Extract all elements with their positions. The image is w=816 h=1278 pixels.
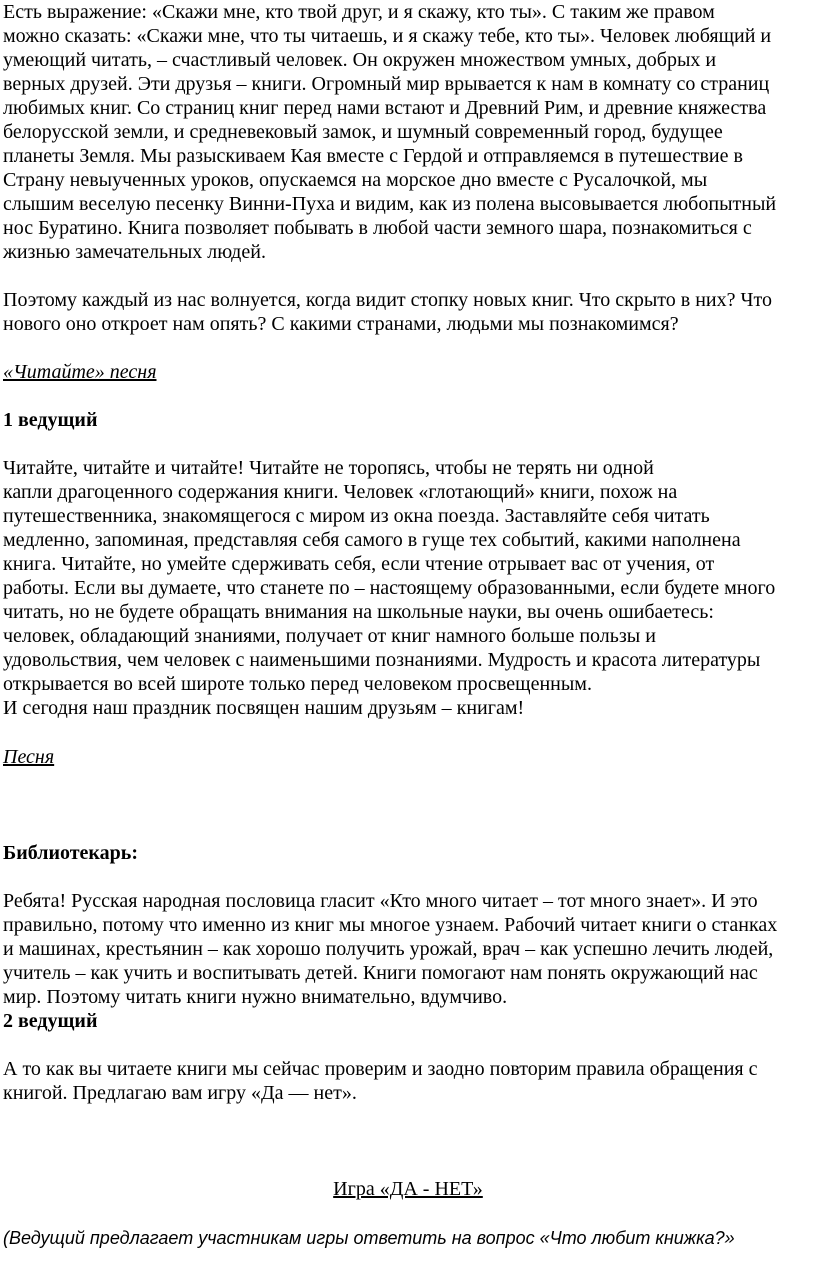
speaker-heading-3: 2 ведущий — [3, 1010, 98, 1032]
paragraph-4-line: учитель – как учить и воспитывать детей. Книги помогают нам понять окружающий нас — [3, 962, 758, 984]
paragraph-3 — [3, 456, 813, 720]
paragraph-2-line: нового оно откроет нам опять? С какими странами, людьми мы познакомимся? — [3, 313, 679, 335]
paragraph-3-line: капли драгоценного содержания книги. Человек «глотающий» книги, похож на — [3, 481, 678, 503]
paragraph-4-line: Ребята! Русская народная пословица гласит «Кто много читает – тот много знает». И это — [3, 890, 758, 912]
paragraph-3-line: человек, обладающий знаниями, получает от книг намного больше пользы и — [3, 625, 656, 647]
song-heading-1: «Читайте» песня — [3, 361, 157, 383]
intro-line: белорусской земли, и средневековый замок, и шумный современный город, будущее — [3, 121, 723, 143]
paragraph-3-line: открывается во всей широте только перед человеком просвещенным. — [3, 673, 592, 695]
paragraph-3-line: И сегодня наш праздник посвящен нашим друзьям – книгам! — [3, 697, 525, 719]
intro-line: планеты Земля. Мы разыскиваем Кая вместе с Гердой и отправляемся в путешествие в — [3, 145, 743, 167]
paragraph-4-line: правильно, потому что именно из книг мы многое узнаем. Рабочий читает книги о станках — [3, 914, 778, 936]
intro-line: Есть выражение: «Скажи мне, кто твой друг, и я скажу, кто ты». С таким же правом — [3, 1, 715, 23]
paragraph-5 — [3, 1057, 813, 1105]
intro-line: верных друзей. Эти друзья – книги. Огромный мир врывается к нам в комнату со страниц — [3, 73, 770, 95]
paragraph-5-line: А то как вы читаете книги мы сейчас проверим и заодно повторим правила обращения с — [3, 1058, 758, 1080]
intro-line: нос Буратино. Книга позволяет побывать в любой части земного шара, познакомиться с — [3, 217, 752, 239]
speaker-heading-2: Библиотекарь: — [3, 842, 139, 864]
paragraph-3-line: работы. Если вы думаете, что станете по – настоящему образованными, если будете много — [3, 577, 776, 599]
paragraph-4 — [3, 889, 813, 1009]
paragraph-3-line: читать, но не будете обращать внимания на школьные науки, вы очень ошибаетесь: — [3, 601, 714, 623]
intro-line: Страну невыученных уроков, опускаемся на морское дно вместе с Русалочкой, мы — [3, 169, 708, 191]
paragraph-2-line: Поэтому каждый из нас волнуется, когда видит стопку новых книг. Что скрыто в них? Что — [3, 289, 772, 311]
game-note: (Ведущий предлагает участникам игры ответить на вопрос «Что любит книжка?» — [3, 1228, 735, 1248]
intro-line: жизнью замечательных людей. — [3, 241, 266, 263]
paragraph-4-line: мир. Поэтому читать книги нужно внимательно, вдумчиво. — [3, 986, 508, 1008]
intro-line: можно сказать: «Скажи мне, что ты читаешь, и я скажу тебе, кто ты». Человек любящий и — [3, 25, 772, 47]
speaker-heading-1: 1 ведущий — [3, 409, 98, 431]
intro-line: умеющий читать, – счастливый человек. Он окружен множеством умных, добрых и — [3, 49, 717, 71]
paragraph-2 — [3, 288, 813, 336]
paragraph-3-line: удовольствия, чем человек с наименьшими познаниями. Мудрость и красота литературы — [3, 649, 761, 671]
paragraph-3-line: медленно, запоминая, представляя себя самого в гуще тех событий, какими наполнена — [3, 529, 741, 551]
song-heading-2: Песня — [3, 746, 55, 768]
paragraph-5-line: книгой. Предлагаю вам игру «Да — нет». — [3, 1082, 357, 1104]
game-title: Игра «ДА - НЕТ» — [333, 1178, 483, 1200]
intro-line: любимых книг. Со страниц книг перед нами встают и Древний Рим, и древние княжества — [3, 97, 767, 119]
intro-paragraph — [3, 0, 813, 264]
paragraph-3-line: путешественника, знакомящегося с миром из окна поезда. Заставляйте себя читать — [3, 505, 710, 527]
paragraph-4-line: и машинах, крестьянин – как хорошо получить урожай, врач – как успешно лечить людей, — [3, 938, 774, 960]
intro-line: слышим веселую песенку Винни-Пуха и видим, как из полена высовывается любопытный — [3, 193, 777, 215]
paragraph-3-line: Читайте, читайте и читайте! Читайте не торопясь, чтобы не терять ни одной — [3, 457, 654, 479]
paragraph-3-line: книга. Читайте, но умейте сдерживать себя, если чтение отрывает вас от учения, от — [3, 553, 715, 575]
